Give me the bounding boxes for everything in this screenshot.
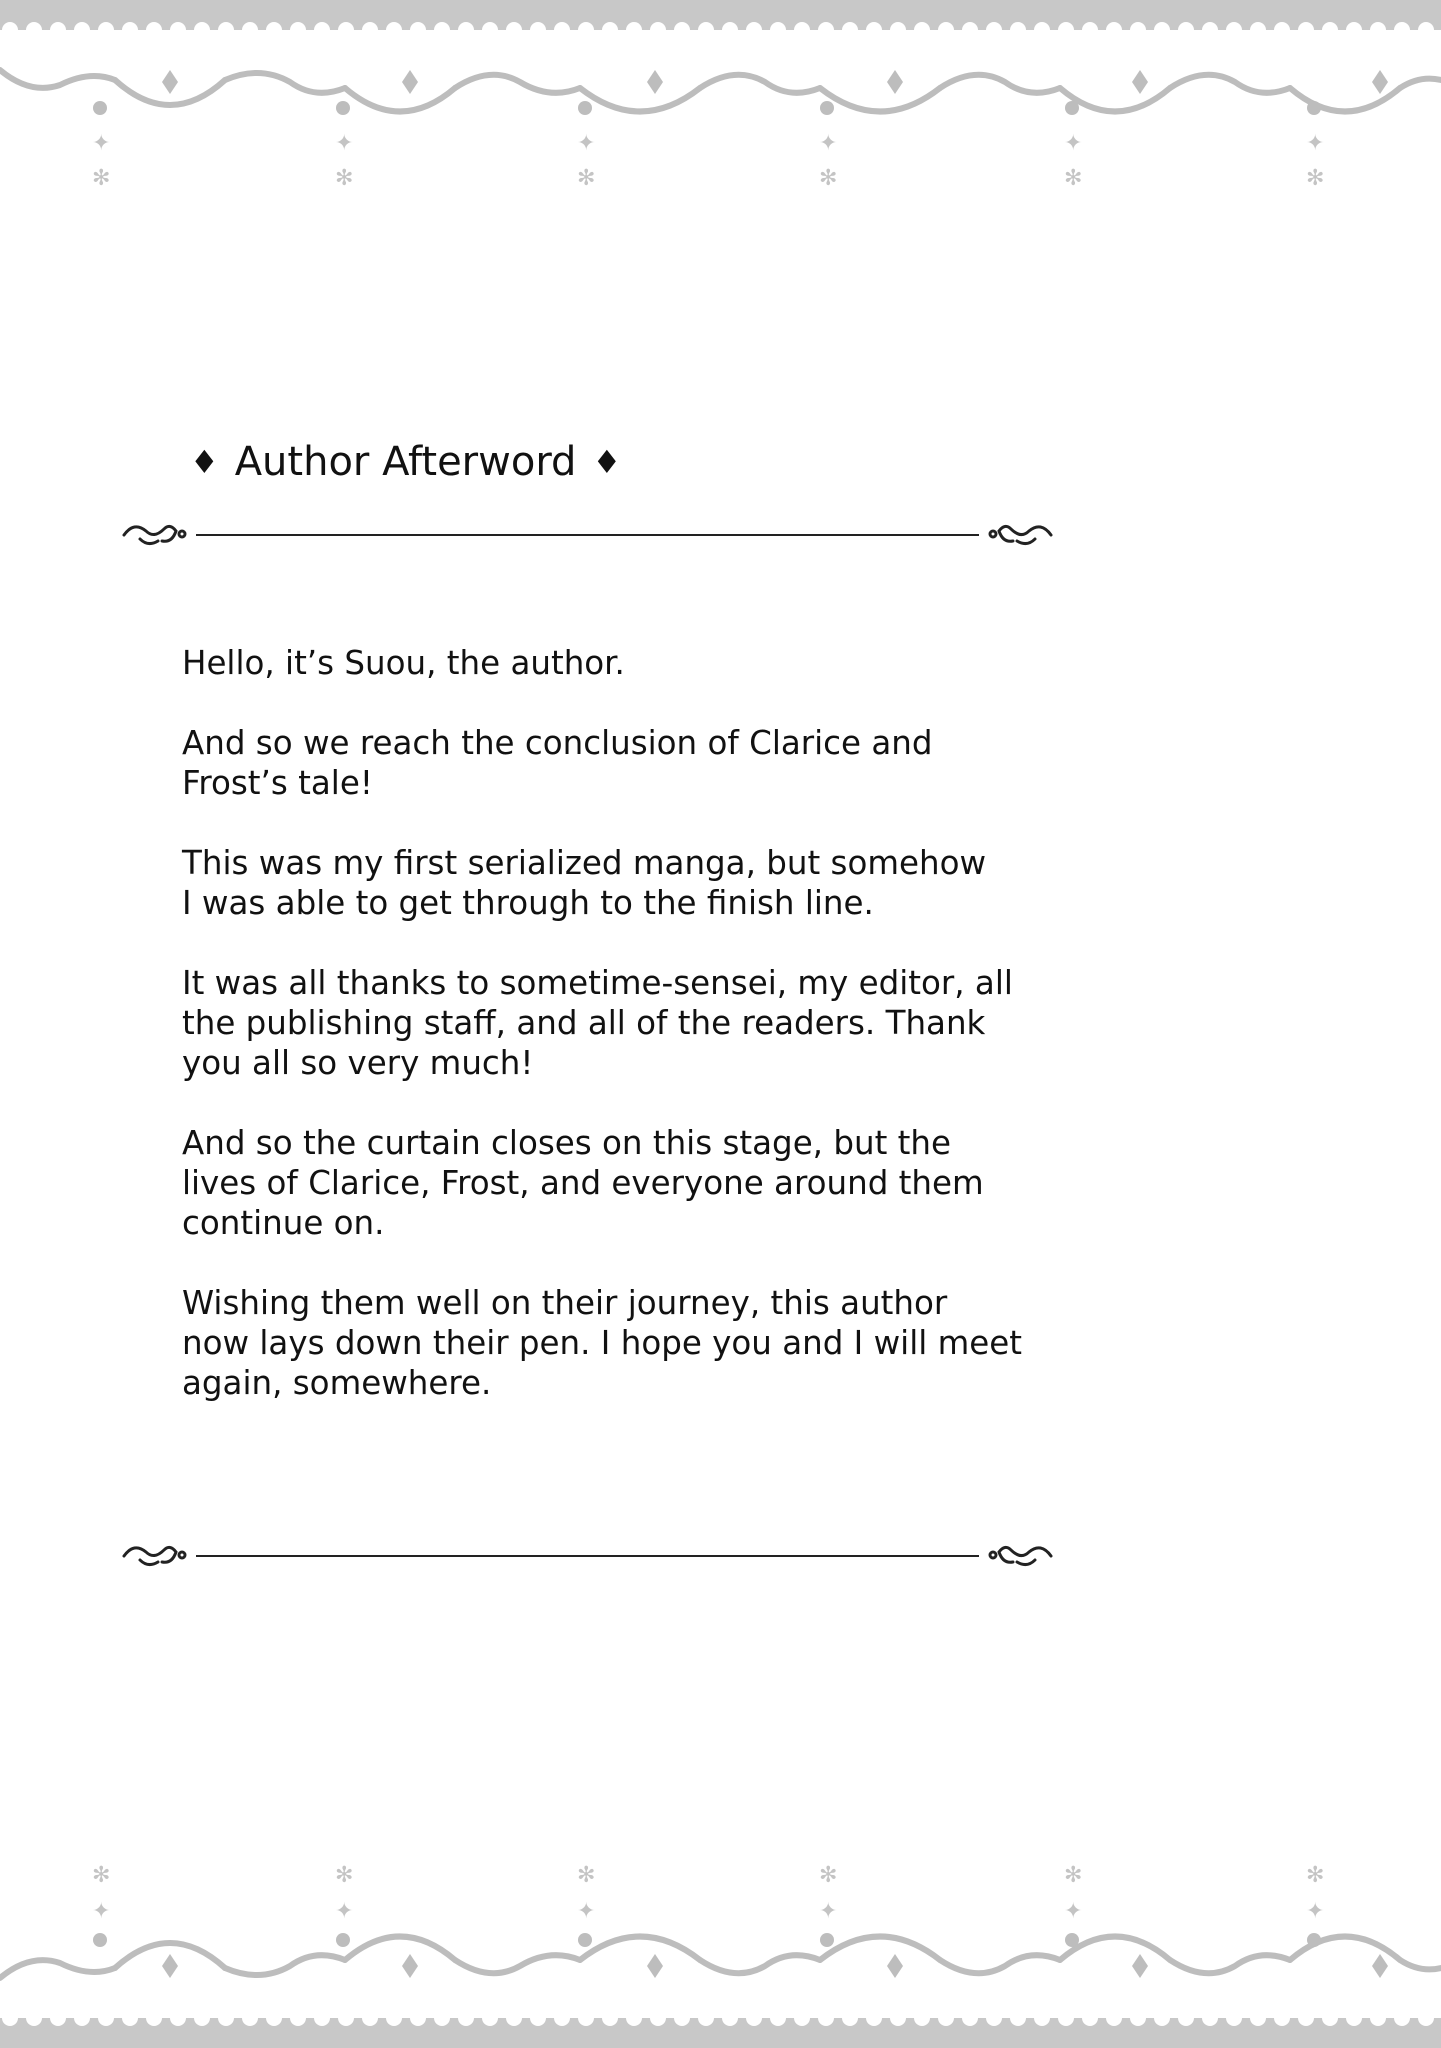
svg-text:✦: ✦ (1064, 1899, 1083, 1924)
lace-border-bottom-icon (0, 1838, 1441, 2048)
bottom-lace-border (0, 1838, 1441, 2048)
svg-text:✻: ✻ (577, 166, 596, 191)
svg-text:✦: ✦ (1306, 1899, 1325, 1924)
svg-text:✦: ✦ (92, 1899, 111, 1924)
diamond-right-icon: ♦ (592, 443, 622, 481)
svg-text:✻: ✻ (819, 166, 838, 191)
svg-text:✻: ✻ (335, 166, 354, 191)
paragraph-farewell: Wishing them well on their journey, this author now lays down their pen. I hope you and I will meet again, somewhere. (182, 1284, 1022, 1402)
svg-text:✻: ✻ (1306, 1863, 1325, 1888)
svg-text:✦: ✦ (1306, 131, 1325, 156)
svg-text:✦: ✦ (92, 131, 111, 156)
svg-text:✦: ✦ (335, 1899, 354, 1924)
svg-text:✻: ✻ (819, 1863, 838, 1888)
diamond-left-icon: ♦ (190, 443, 219, 481)
svg-text:✻: ✻ (92, 1863, 111, 1888)
svg-text:✻: ✻ (92, 166, 111, 191)
afterword-heading (190, 432, 621, 492)
bottom-divider (120, 1536, 1055, 1576)
paragraph-greeting: Hello, it’s Suou, the author. (182, 644, 625, 682)
page-title: Author Afterword (234, 439, 577, 485)
afterword-body (182, 643, 1042, 1443)
paragraph-thanks: It was all thanks to sometime-sensei, my editor, all the publishing staff, and all of the readers. Thank you all so very much! (182, 964, 1013, 1082)
paragraph-first-serial: This was my first serialized manga, but somehow I was able to get through to the finish line. (182, 844, 987, 922)
svg-text:✻: ✻ (1064, 166, 1083, 191)
svg-text:✦: ✦ (577, 131, 596, 156)
svg-text:✦: ✦ (335, 131, 354, 156)
svg-text:✦: ✦ (819, 131, 838, 156)
svg-text:✦: ✦ (1064, 131, 1083, 156)
top-lace-border (0, 0, 1441, 210)
top-divider (120, 515, 1055, 555)
paragraph-curtain: And so the curtain closes on this stage, but the lives of Clarice, Frost, and everyone around them continue on. (182, 1124, 984, 1242)
swirl-flourish-right-icon (990, 1547, 1051, 1564)
lace-border-top-icon (0, 0, 1441, 210)
paragraph-conclusion: And so we reach the conclusion of Clarice and Frost’s tale! (182, 724, 933, 802)
svg-text:✻: ✻ (335, 1863, 354, 1888)
svg-text:✻: ✻ (577, 1863, 596, 1888)
swirl-flourish-right-icon (990, 526, 1051, 543)
svg-text:✻: ✻ (1064, 1863, 1083, 1888)
svg-text:✻: ✻ (1306, 166, 1325, 191)
svg-text:✦: ✦ (577, 1899, 596, 1924)
svg-text:✦: ✦ (819, 1899, 838, 1924)
swirl-flourish-left-icon (124, 526, 185, 543)
swirl-flourish-left-icon (124, 1547, 185, 1564)
